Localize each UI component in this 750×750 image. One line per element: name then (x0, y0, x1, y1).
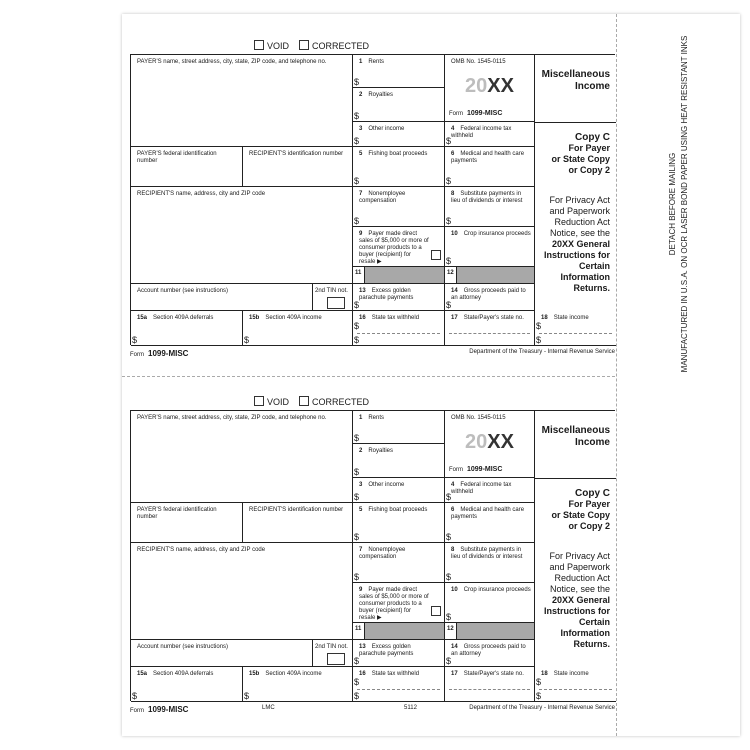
box-18-dollar-a: $ (536, 677, 542, 687)
box-3-dollar: $ (354, 136, 360, 146)
box-17-field[interactable]: 17 State/Payer's state no. (445, 311, 535, 346)
privacy-line-6: Instructions for (543, 606, 610, 616)
box-4-label: Federal income tax withheld (451, 482, 512, 495)
recipient-id-label: RECIPIENT'S identification number (249, 507, 344, 513)
box-3-field[interactable]: 3 Other income $ (353, 478, 445, 503)
box-13-dollar: $ (354, 656, 360, 666)
box-18-label: State income (553, 315, 589, 321)
corrected-label: CORRECTED (312, 397, 370, 407)
payer-info-field[interactable] (131, 411, 353, 503)
box-3-label: Other income (368, 482, 405, 488)
box-7-label: Nonemployee compensation (359, 547, 406, 560)
payer-info-label: PAYER'S name, street address, city, state, ZIP code, and telephone no. (137, 59, 327, 65)
title-line-1: Miscellaneous (541, 69, 610, 80)
box-8-dollar: $ (446, 572, 452, 582)
box-17-label: State/Payer's state no. (463, 671, 524, 677)
footer-department: Department of the Treasury - Internal Revenue Service (469, 349, 615, 355)
box-1-field[interactable]: 1 Rents $ (353, 55, 445, 88)
privacy-line-8: Information (560, 272, 610, 282)
box-2-field[interactable]: 2 Royalties $ (353, 88, 445, 122)
footer-department: Department of the Treasury - Internal Revenue Service (469, 705, 615, 711)
box-11-number-cell: 11 (353, 267, 365, 284)
payer-fed-id-field[interactable] (131, 503, 243, 543)
year-box (445, 55, 535, 122)
box-10-field[interactable]: 10 Crop insurance proceeds $ (445, 583, 535, 623)
recipient-address-label: RECIPIENT'S name, address, city and ZIP code (137, 191, 266, 197)
recipient-address-field[interactable] (131, 543, 353, 640)
box-15b-dollar: $ (244, 335, 250, 345)
box-15b-field[interactable] (243, 311, 353, 346)
corrected-box[interactable] (299, 396, 309, 406)
box-16-field[interactable]: 16 State tax withheld $ $ (353, 667, 445, 702)
box-14-field[interactable]: 14 Gross proceeds paid to an attorney $ (445, 640, 535, 667)
box-6-dollar: $ (446, 176, 452, 186)
privacy-line-4: Notice, see the (549, 228, 610, 238)
second-tin-checkbox[interactable] (327, 653, 345, 665)
copy-area (535, 478, 616, 543)
box-1-label: Rents (368, 415, 385, 421)
box-5-dollar: $ (354, 176, 360, 186)
box-9-field[interactable]: 9 Payer made direct sales of $5,000 or more of consumer products to a buyer (recipient) for resale ▶ (353, 583, 445, 623)
box-9-checkbox[interactable] (431, 250, 441, 260)
box-15b-dollar: $ (244, 691, 250, 701)
box-18-dollar-b: $ (536, 691, 542, 701)
box-5-label: Fishing boat proceeds (368, 151, 428, 157)
footer-lmc: LMC (262, 705, 275, 711)
form-copy-top (130, 41, 615, 364)
box-17-separator (449, 689, 530, 690)
box-2-dollar: $ (354, 111, 360, 121)
box-18-dollar-a: $ (536, 321, 542, 331)
title-line-2: Income (574, 81, 610, 92)
box-16-label: State tax withheld (371, 671, 420, 677)
form-name-box: Form 1099-MISC (449, 110, 503, 117)
account-number-field[interactable] (131, 284, 313, 311)
box-2-dollar: $ (354, 467, 360, 477)
box-5-field[interactable]: 5 Fishing boat proceeds $ (353, 503, 445, 543)
box-4-field[interactable]: 4 Federal income tax withheld $ (445, 478, 535, 503)
box-14-label: Gross proceeds paid to an attorney (451, 644, 526, 657)
box-16-dollar-a: $ (354, 321, 360, 331)
box-15a-dollar: $ (132, 691, 138, 701)
box-16-separator (357, 333, 440, 334)
privacy-line-2: and Paperwork (549, 562, 610, 572)
box-3-dollar: $ (354, 492, 360, 502)
recipient-address-label: RECIPIENT'S name, address, city and ZIP code (137, 547, 266, 553)
void-label: VOID (267, 397, 290, 407)
box-16-dollar-b: $ (354, 335, 360, 345)
box-9-label: Payer made direct sales of $5,000 or more of consumer products to a buyer (recipient) for resale ▶ (359, 231, 429, 265)
box-13-label: Excess golden parachute payments (359, 288, 414, 301)
box-11-field (365, 623, 445, 640)
box-7-label: Nonemployee compensation (359, 191, 406, 204)
box-15b-field[interactable] (243, 667, 353, 702)
box-10-dollar: $ (446, 256, 452, 266)
copy-line-3: or State Copy (551, 154, 610, 164)
box-2-label: Royalties (368, 92, 394, 98)
copy-area (535, 122, 616, 187)
box-10-field[interactable]: 10 Crop insurance proceeds $ (445, 227, 535, 267)
form-grid (130, 54, 615, 345)
box-15a-number: 15a (137, 315, 148, 321)
box-14-field[interactable]: 14 Gross proceeds paid to an attorney $ (445, 284, 535, 311)
manufactured-text: MANUFACTURED IN U.S.A. ON OCR LASER BOND PAPER USING HEAT RESISTANT INKS (680, 35, 689, 373)
omb-number: OMB No. 1545-0115 (451, 415, 506, 421)
copy-line-2: For Payer (568, 499, 610, 509)
box-5-field[interactable]: 5 Fishing boat proceeds $ (353, 147, 445, 187)
privacy-line-5: 20XX General (551, 595, 610, 605)
box-15b-number: 15b (249, 315, 260, 321)
box-11-number-cell: 11 (353, 623, 365, 640)
privacy-line-6: Instructions for (543, 250, 610, 260)
void-checkbox[interactable] (254, 40, 289, 51)
privacy-line-3: Reduction Act (554, 217, 610, 227)
box-13-dollar: $ (354, 300, 360, 310)
second-tin-label: 2nd TIN not. (315, 288, 348, 294)
box-1-field[interactable]: 1 Rents $ (353, 411, 445, 444)
privacy-line-1: For Privacy Act (549, 195, 610, 205)
box-1-dollar: $ (354, 433, 360, 443)
box-15b-number: 15b (249, 671, 260, 677)
box-15a-number: 15a (137, 671, 148, 677)
box-16-separator (357, 689, 440, 690)
side-strip (618, 14, 740, 736)
privacy-area (535, 543, 616, 667)
form-name-box: Form 1099-MISC (449, 466, 503, 473)
box-4-label: Federal income tax withheld (451, 126, 512, 139)
detach-text: DETACH BEFORE MAILING (668, 152, 677, 256)
box-8-field[interactable]: 8 Substitute payments in lieu of dividends or interest $ (445, 187, 535, 227)
corrected-label: CORRECTED (312, 41, 370, 51)
box-15a-label: Section 409A deferrals (153, 671, 214, 677)
copy-line-4: or Copy 2 (568, 165, 610, 175)
box-4-dollar: $ (446, 136, 452, 146)
form-copy-bottom (130, 397, 615, 720)
privacy-line-9: Returns. (573, 283, 610, 293)
box-12-field (457, 623, 535, 640)
title-line-1: Miscellaneous (541, 425, 610, 436)
box-16-dollar-a: $ (354, 677, 360, 687)
box-1-label: Rents (368, 59, 385, 65)
void-box[interactable] (254, 40, 264, 50)
box-15b-label: Section 409A income (265, 315, 322, 321)
box-13-field[interactable]: 13 Excess golden parachute payments $ (353, 640, 445, 667)
box-1-dollar: $ (354, 77, 360, 87)
corrected-checkbox[interactable] (299, 396, 369, 407)
second-tin-checkbox[interactable] (327, 297, 345, 309)
privacy-line-5: 20XX General (551, 239, 610, 249)
void-label: VOID (267, 41, 290, 51)
box-10-label: Crop insurance proceeds (463, 587, 531, 593)
box-10-dollar: $ (446, 612, 452, 622)
privacy-line-9: Returns. (573, 639, 610, 649)
privacy-line-2: and Paperwork (549, 206, 610, 216)
box-11-field (365, 267, 445, 284)
payer-info-field[interactable] (131, 55, 353, 147)
box-6-label: Medical and health care payments (451, 151, 525, 164)
privacy-line-7: Certain (578, 261, 610, 271)
box-2-label: Royalties (368, 448, 394, 454)
payer-fed-id-field[interactable] (131, 147, 243, 187)
box-6-dollar: $ (446, 532, 452, 542)
payer-info-label: PAYER'S name, street address, city, state, ZIP code, and telephone no. (137, 415, 327, 421)
box-18-field[interactable]: 18 State income $ $ (535, 311, 616, 346)
copy-line-1: Copy C (575, 132, 610, 143)
account-number-field[interactable] (131, 640, 313, 667)
second-tin-label: 2nd TIN not. (315, 644, 348, 650)
privacy-area (535, 187, 616, 311)
box-18-separator (539, 689, 612, 690)
box-18-field[interactable]: 18 State income $ $ (535, 667, 616, 702)
void-corrected-line (254, 396, 369, 407)
box-17-label: State/Payer's state no. (463, 315, 524, 321)
box-17-field[interactable]: 17 State/Payer's state no. (445, 667, 535, 702)
recipient-id-label: RECIPIENT'S identification number (249, 151, 344, 157)
void-box[interactable] (254, 396, 264, 406)
box-9-label: Payer made direct sales of $5,000 or more of consumer products to a buyer (recipient) for resale ▶ (359, 587, 429, 621)
box-7-dollar: $ (354, 216, 360, 226)
box-10-label: Crop insurance proceeds (463, 231, 531, 237)
box-8-field[interactable]: 8 Substitute payments in lieu of dividends or interest $ (445, 543, 535, 583)
box-15a-field[interactable] (131, 667, 243, 702)
box-15a-dollar: $ (132, 335, 138, 345)
box-3-label: Other income (368, 126, 405, 132)
box-18-separator (539, 333, 612, 334)
box-6-label: Medical and health care payments (451, 507, 525, 520)
box-13-field[interactable]: 13 Excess golden parachute payments $ (353, 284, 445, 311)
box-15a-label: Section 409A deferrals (153, 315, 214, 321)
box-9-checkbox[interactable] (431, 606, 441, 616)
second-tin-field[interactable] (313, 284, 353, 311)
corrected-checkbox[interactable] (299, 40, 369, 51)
title-area (535, 411, 616, 479)
box-7-dollar: $ (354, 572, 360, 582)
box-2-field[interactable]: 2 Royalties $ (353, 444, 445, 478)
recipient-address-field[interactable] (131, 187, 353, 284)
box-12-field (457, 267, 535, 284)
box-12-number-cell: 12 (445, 623, 457, 640)
title-area (535, 55, 616, 123)
tax-year: 20XX (465, 431, 514, 453)
omb-number: OMB No. 1545-0115 (451, 59, 506, 65)
payer-fed-id-label: PAYER'S federal identification number (137, 151, 217, 164)
payer-fed-id-label: PAYER'S federal identification number (137, 507, 217, 520)
copy-line-2: For Payer (568, 143, 610, 153)
box-6-field[interactable]: 6 Medical and health care payments $ (445, 503, 535, 543)
box-13-label: Excess golden parachute payments (359, 644, 414, 657)
footer-form-name: Form 1099-MISC (130, 705, 189, 714)
title-line-2: Income (574, 437, 610, 448)
year-box (445, 411, 535, 478)
box-4-dollar: $ (446, 492, 452, 502)
box-15a-field[interactable] (131, 311, 243, 346)
box-16-field[interactable]: 16 State tax withheld $ $ (353, 311, 445, 346)
box-14-dollar: $ (446, 656, 452, 666)
box-17-separator (449, 333, 530, 334)
footer-code: 5112 (404, 705, 417, 711)
privacy-line-7: Certain (578, 617, 610, 627)
box-4-field[interactable]: 4 Federal income tax withheld $ (445, 122, 535, 147)
box-8-label: Substitute payments in lieu of dividends or interest (451, 191, 523, 204)
box-8-dollar: $ (446, 216, 452, 226)
void-checkbox[interactable] (254, 396, 289, 407)
recipient-id-field[interactable] (243, 147, 353, 187)
box-9-field[interactable]: 9 Payer made direct sales of $5,000 or more of consumer products to a buyer (recipient) for resale ▶ (353, 227, 445, 267)
box-6-field[interactable]: 6 Medical and health care payments $ (445, 147, 535, 187)
copy-line-1: Copy C (575, 488, 610, 499)
form-grid (130, 410, 615, 701)
copy-line-4: or Copy 2 (568, 521, 610, 531)
perforation-vertical (616, 14, 617, 736)
tax-year: 20XX (465, 75, 514, 97)
box-18-label: State income (553, 671, 589, 677)
privacy-line-4: Notice, see the (549, 584, 610, 594)
account-number-label: Account number (see instructions) (137, 644, 229, 650)
box-7-field[interactable]: 7 Nonemployee compensation $ (353, 543, 445, 583)
privacy-line-8: Information (560, 628, 610, 638)
box-12-number-cell: 12 (445, 267, 457, 284)
perforation-horizontal (122, 376, 615, 377)
void-corrected-line (254, 40, 369, 51)
box-15b-label: Section 409A income (265, 671, 322, 677)
recipient-id-field[interactable] (243, 503, 353, 543)
box-14-label: Gross proceeds paid to an attorney (451, 288, 526, 301)
box-7-field[interactable]: 7 Nonemployee compensation $ (353, 187, 445, 227)
copy-line-3: or State Copy (551, 510, 610, 520)
second-tin-field[interactable] (313, 640, 353, 667)
box-16-label: State tax withheld (371, 315, 420, 321)
box-3-field[interactable]: 3 Other income $ (353, 122, 445, 147)
privacy-line-3: Reduction Act (554, 573, 610, 583)
privacy-line-1: For Privacy Act (549, 551, 610, 561)
box-5-label: Fishing boat proceeds (368, 507, 428, 513)
corrected-box[interactable] (299, 40, 309, 50)
box-14-dollar: $ (446, 300, 452, 310)
box-18-dollar-b: $ (536, 335, 542, 345)
side-text (667, 36, 691, 373)
box-5-dollar: $ (354, 532, 360, 542)
account-number-label: Account number (see instructions) (137, 288, 229, 294)
box-8-label: Substitute payments in lieu of dividends or interest (451, 547, 523, 560)
box-16-dollar-b: $ (354, 691, 360, 701)
footer-form-name: Form 1099-MISC (130, 349, 189, 358)
